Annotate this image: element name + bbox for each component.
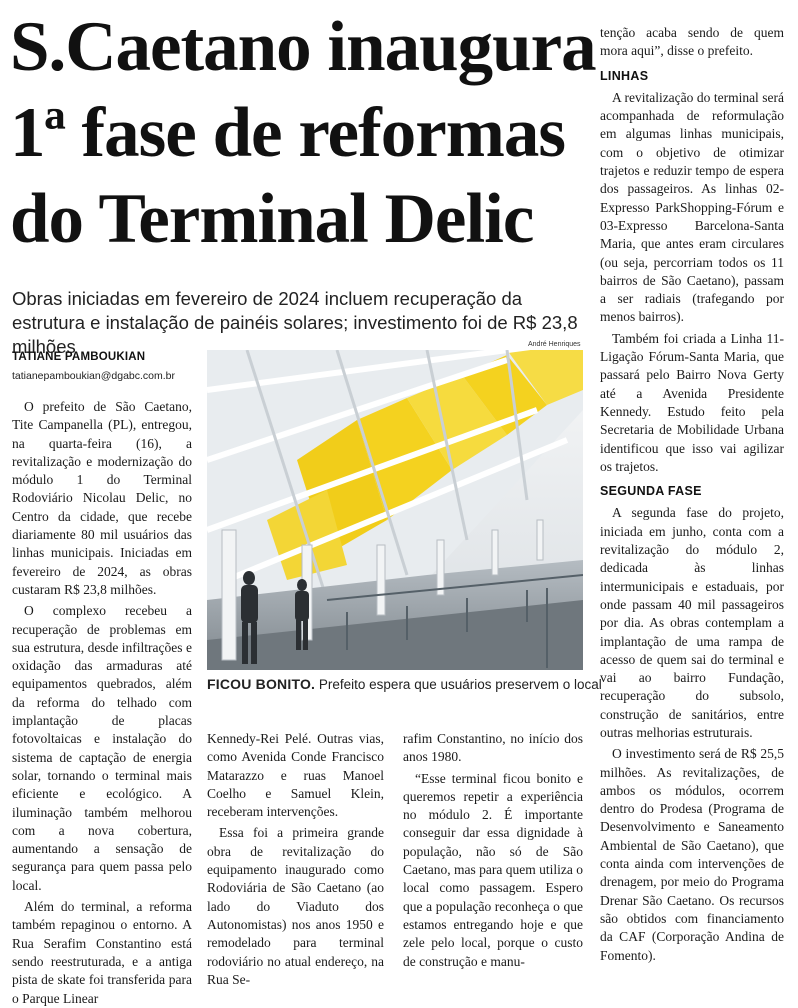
paragraph-1: O prefeito de São Caetano, Tite Campanella (PL), entregou, na quarta-feira (16), a revitalização e modernização do módulo 1 do Terminal Rodoviário Nicolau Delic, no Centro da cidade, que recebe diariamente 80 mil usuários das linhas municipais. Iniciadas em fevereiro de 2024, as obras custaram R$ 23,8 milhões. [12, 399, 192, 597]
byline-author: TATIANE PAMBOUKIAN [12, 351, 146, 363]
photo-caption-lead: FICOU BONITO. [207, 676, 316, 692]
paragraph-2: O complexo recebeu a recuperação de problemas em sua estrutura, desde infiltrações e oxidação das armaduras até equipamentos quebrados, além da reforma do telhado com implantação de placas fotovoltaicas e instalação do sistema de captação de energia solar, tornando o terminal mais eficiente e ecológico. A iluminação também melhorou com a nova cobertura, aumentando a sensação de segurança para quem passa pelo local. [12, 603, 192, 893]
photo-caption-text: Prefeito espera que usuários preservem o local [318, 677, 602, 692]
byline-email[interactable]: tatianepamboukian@dgabc.com.br [12, 370, 176, 382]
paragraph-5: “Esse terminal ficou bonito e queremos repetir a experiência no módulo 2. É importante conseguir dar essa dignidade à população, não só de São Caetano, mas para quem utiliza o local como passagem. Espero que a população reconheça o que estamos entregando hoje e que zele pelo local, porque o custo de construção e manu- [403, 770, 583, 969]
paragraph-9: O investimento será de R$ 25,5 milhões. As revitalizações, de ambos os módulos, ocorrem dentro do Prodesa (Programa de Desenvolvimento e Saneamento Ambiental de São Caetano), que conta ainda com intervenções de drenagem, por meio do Programa Drenar São Caetano. Os recursos são obtidos com financiamento da CAF (Corporação Andina de Fomento). [600, 746, 784, 963]
paragraph-7: Também foi criada a Linha 11-Ligação Fórum-Santa Maria, que passará pelo Bairro Nova Gerty até a Avenida Presidente Kennedy. Estudo feito pela Secretaria de Mobilidade Urbana identificou que isso vai agilizar os trajetos. [600, 330, 784, 474]
photo-credit: André Henriques [528, 341, 581, 348]
article-column-3 [403, 730, 583, 971]
paragraph-5-continued: tenção acaba sendo de quem mora aqui”, disse o prefeito. [600, 25, 784, 59]
article-column-1 [12, 398, 192, 1008]
headline-line-1: S.Caetano inaugura [10, 8, 596, 86]
paragraph-3: Além do terminal, a reforma também repaginou o entorno. A Rua Serafim Constantino está sendo reestruturada, e a antiga pista de skate foi transferida para o Parque Linear [12, 899, 192, 1006]
article-column-2 [207, 730, 384, 989]
subheadline: Obras iniciadas em fevereiro de 2024 incluem recuperação da estrutura e instalação de painéis solares; investimento foi de R$ 23,8 milhões [12, 288, 578, 357]
section-heading-linhas: LINHAS [600, 68, 649, 83]
paragraph-3-continued: Kennedy-Rei Pelé. Outras vias, como Avenida Conde Francisco Matarazzo e ruas Manoel Coelho e Samuel Klein, receberam intervenções. [207, 731, 384, 820]
paragraph-4-continued: rafim Constantino, no início dos anos 1980. [403, 731, 583, 765]
terminal-photo [207, 350, 583, 670]
paragraph-8: A segunda fase do projeto, iniciada em junho, conta com a revitalização do módulo 2, dedicada às linhas intermunicipais e estaduais, por onde passam 40 mil passageiros por dia. As obras contemplam a implantação de uma rampa de acesso de quem sai do terminal e vai ao bairro Fundação, recuperação do subsolo, construção de sanitários, entre outras melhorias estruturais. [600, 505, 784, 740]
paragraph-6: A revitalização do terminal será acompanhada de reformulação em algumas linhas municipais, com o objetivo de otimizar trajetos e reduzir tempo de espera dos passageiros. As linhas 02-Expresso ParkShopping-Fórum e 03-Expresso Barcelona-Santa Maria, que antes eram circulares (ou seja, percorriam todos os 11 bairros de São Caetano), passam a ser radiais (trafegando por menos bairros). [600, 89, 784, 325]
headline-line-3: do Terminal Delic [10, 180, 534, 258]
article-column-4 [600, 24, 784, 965]
terminal-photo-illustration [207, 350, 583, 670]
headline [10, 4, 596, 262]
photo-caption [207, 676, 602, 692]
section-heading-segunda-fase: SEGUNDA FASE [600, 484, 702, 499]
paragraph-4: Essa foi a primeira grande obra de revitalização do equipamento inaugurado como Rodoviária de São Caetano (ao lado do Viaduto dos Autonomistas) nos anos 1950 e remodelado para terminal rodoviário no atual endereço, na Rua Se- [207, 825, 384, 987]
headline-line-2: 1ª fase de reformas [10, 94, 565, 172]
